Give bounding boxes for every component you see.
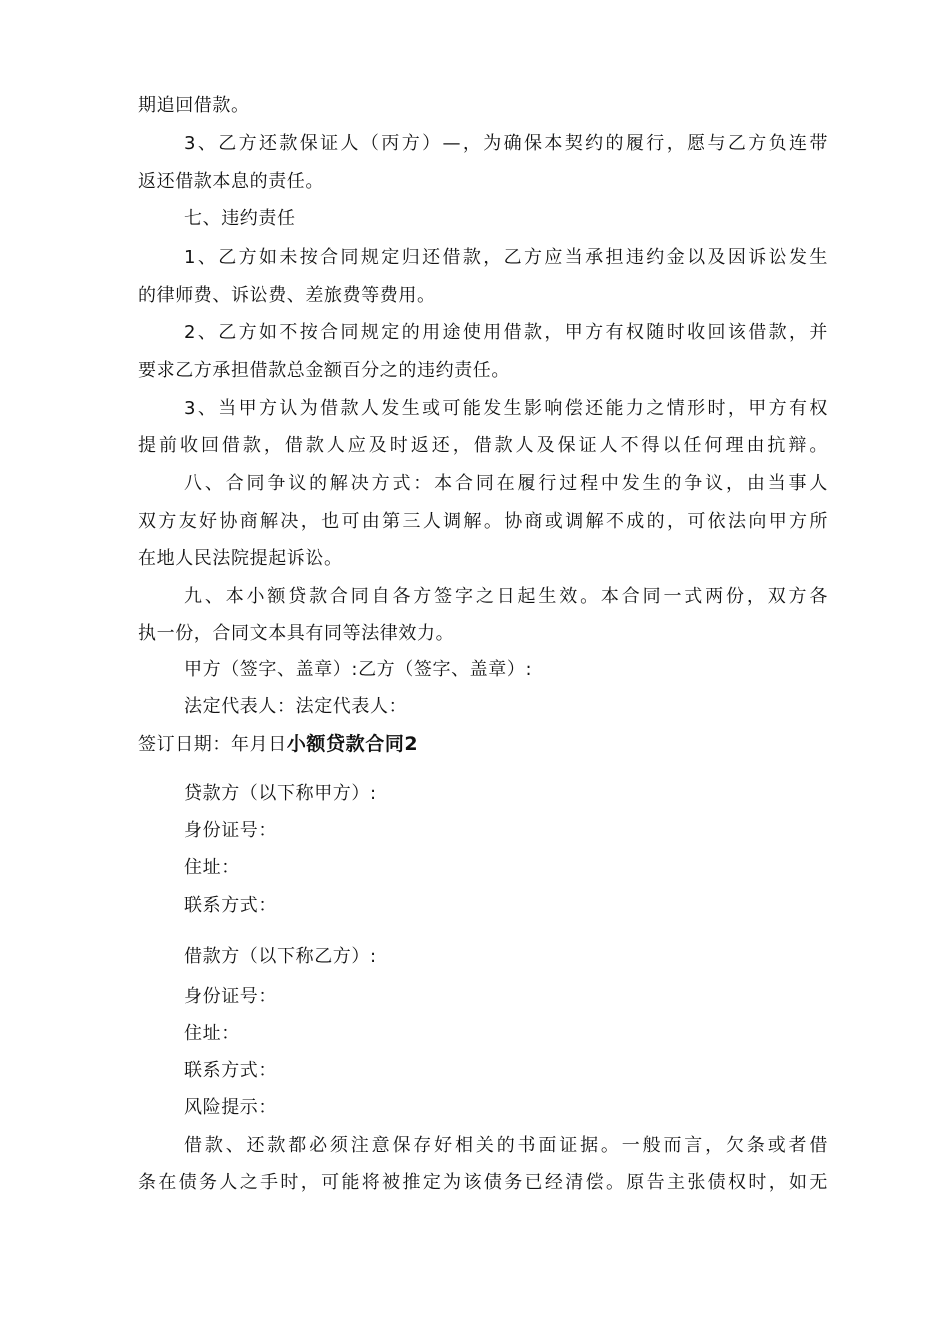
lender-label: 贷款方（以下称甲方）:	[184, 783, 377, 804]
borrower-contact: 联系方式：	[184, 1060, 277, 1081]
signature-parties: 甲方（签字、盖章）:乙方（签字、盖章）:	[184, 659, 533, 680]
lender-address: 住址：	[184, 857, 240, 878]
signing-date-line	[138, 732, 828, 757]
legal-representatives: 法定代表人：法定代表人：	[184, 696, 408, 717]
clause-guarantor: 3、乙方还款保证人（丙方）—，为确保本契约的履行，愿与乙方负连带	[184, 133, 828, 154]
risk-notice-text: 借款、还款都必须注意保存好相关的书面证据。一般而言，欠条或者借	[184, 1135, 828, 1156]
text-line: 要求乙方承担借款总金额百分之的违约责任。	[138, 360, 510, 381]
lender-contact: 联系方式：	[184, 895, 277, 916]
text-line: 的律师费、诉讼费、差旅费等费用。	[138, 285, 436, 306]
clause-breach-1: 1、乙方如未按合同规定归还借款，乙方应当承担违约金以及因诉讼发生	[184, 247, 828, 268]
text-line: 提前收回借款，借款人应及时返还，借款人及保证人不得以任何理由抗辩。	[138, 435, 828, 456]
lender-id-number: 身份证号：	[184, 820, 277, 841]
text-line: 期追回借款。	[138, 95, 250, 116]
signing-date: 签订日期：年月日	[138, 734, 287, 755]
contract-2-title: 小额贷款合同2	[286, 733, 419, 755]
text-line: 返还借款本息的责任。	[138, 171, 324, 192]
borrower-address: 住址：	[184, 1023, 240, 1044]
clause-breach-2: 2、乙方如不按合同规定的用途使用借款，甲方有权随时收回该借款，并	[184, 322, 828, 343]
clause-effective: 九、本小额贷款合同自各方签字之日起生效。本合同一式两份，双方各	[184, 586, 828, 607]
text-line: 执一份，合同文本具有同等法律效力。	[138, 623, 455, 644]
text-line: 在地人民法院提起诉讼。	[138, 548, 343, 569]
borrower-id-number: 身份证号：	[184, 986, 277, 1007]
text-line: 双方友好协商解决，也可由第三人调解。协商或调解不成的，可依法向甲方所	[138, 511, 828, 532]
borrower-label: 借款方（以下称乙方）:	[184, 946, 377, 967]
text-line: 条在债务人之手时，可能将被推定为该债务已经清偿。原告主张债权时，如无	[138, 1172, 828, 1193]
clause-breach-3: 3、当甲方认为借款人发生或可能发生影响偿还能力之情形时，甲方有权	[184, 398, 828, 419]
clause-dispute: 八、合同争议的解决方式：本合同在履行过程中发生的争议，由当事人	[184, 473, 828, 494]
section-heading-breach: 七、违约责任	[184, 208, 296, 229]
risk-notice-heading: 风险提示：	[184, 1097, 277, 1118]
